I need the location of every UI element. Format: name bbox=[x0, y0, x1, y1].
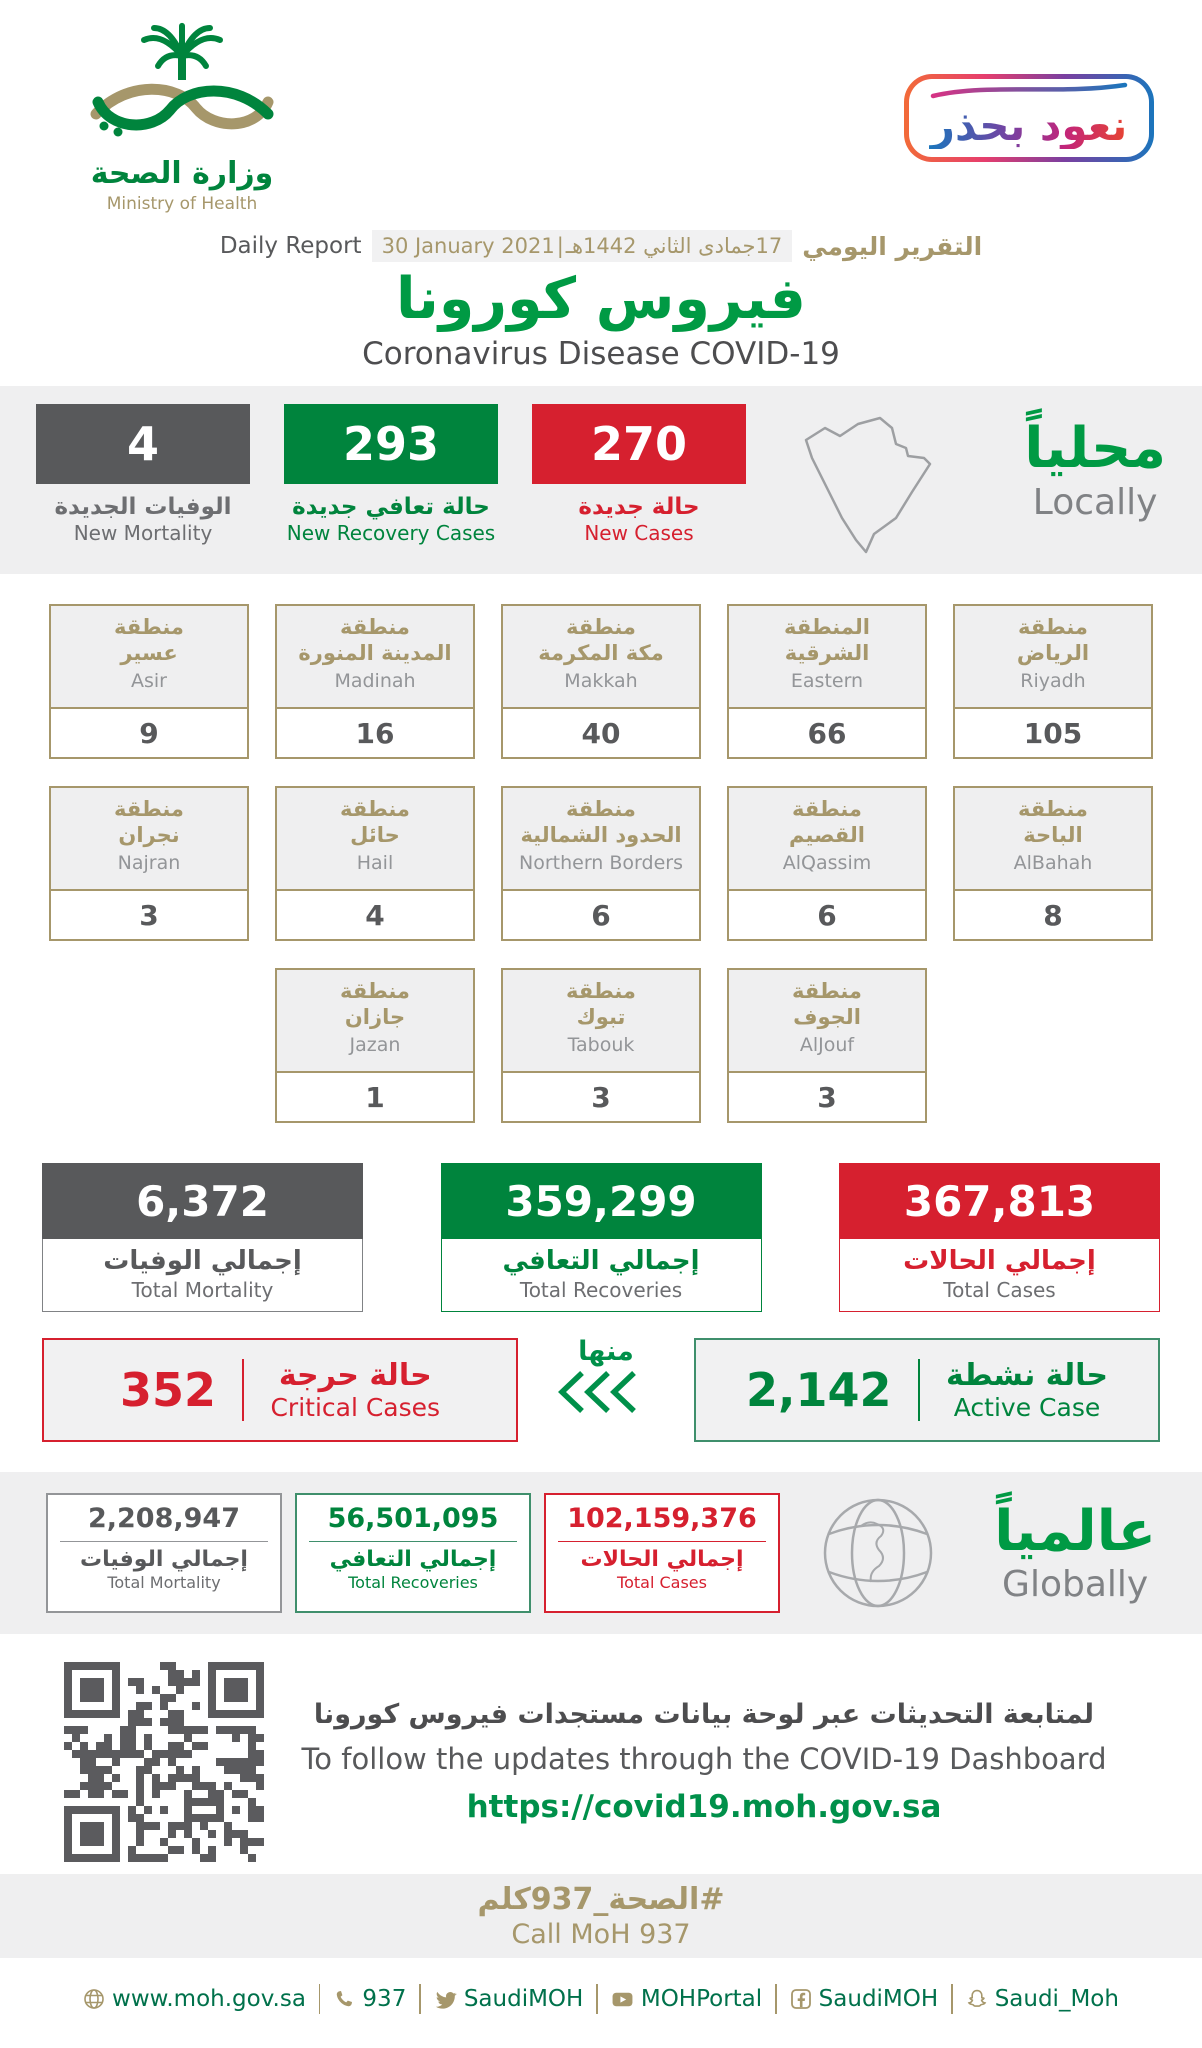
new-recovery-value: 293 bbox=[284, 404, 498, 484]
footer-separator bbox=[596, 1984, 598, 2014]
left-chevrons-icon bbox=[554, 1369, 658, 1415]
region-prefix-ar: المنطقة bbox=[783, 615, 871, 639]
global-recoveries-box bbox=[295, 1493, 531, 1613]
globe-icon bbox=[83, 1988, 105, 2010]
region-name-ar: الحدود الشمالية bbox=[520, 823, 682, 848]
daily-report-label-en: Daily Report bbox=[219, 233, 362, 259]
global-cases-value: 102,159,376 bbox=[558, 1503, 767, 1542]
region-name-en: Madinah bbox=[334, 669, 416, 692]
region-card-jazan bbox=[275, 968, 475, 1123]
region-prefix-ar: منطقة bbox=[340, 979, 410, 1003]
active-cases-label-ar: حالة نشطة bbox=[946, 1358, 1108, 1393]
global-mortality-label-en: Total Mortality bbox=[107, 1573, 221, 1592]
new-cases-stat bbox=[532, 404, 746, 545]
region-prefix-ar: منطقة bbox=[340, 615, 410, 639]
call-moh-en: Call MoH 937 bbox=[511, 1919, 691, 1950]
region-row-3 bbox=[0, 968, 1202, 1123]
region-value: 6 bbox=[817, 898, 837, 932]
region-name-ar: الشرقية bbox=[784, 641, 870, 666]
region-name-en: Riyadh bbox=[1020, 669, 1086, 692]
region-name-en: AlJouf bbox=[799, 1033, 855, 1056]
footer-phone-label: 937 bbox=[362, 1986, 407, 2012]
critical-cases-value: 352 bbox=[119, 1363, 216, 1417]
total-cases-label-en: Total Cases bbox=[943, 1278, 1056, 1302]
critical-cases-label-ar: حالة حرجة bbox=[278, 1358, 432, 1393]
report-date-separator: | bbox=[556, 234, 564, 258]
global-cases-label-en: Total Cases bbox=[617, 1573, 707, 1592]
total-mortality-label-ar: إجمالي الوفيات bbox=[103, 1246, 302, 1276]
region-value: 16 bbox=[355, 716, 395, 750]
dashboard-url-link[interactable]: https://covid19.moh.gov.sa bbox=[466, 1789, 942, 1825]
region-card-najran bbox=[49, 786, 249, 941]
region-name-ar: حائل bbox=[350, 823, 400, 848]
locally-section bbox=[0, 386, 1202, 574]
total-mortality-box bbox=[42, 1163, 363, 1312]
of-which-indicator bbox=[554, 1336, 658, 1419]
report-date-hijri: 17جمادى الثاني 1442هـ bbox=[565, 234, 783, 258]
region-name-en: Eastern bbox=[790, 669, 864, 692]
locally-heading-en: Locally bbox=[1032, 481, 1158, 523]
global-recoveries-label-en: Total Recoveries bbox=[348, 1573, 478, 1592]
region-card-alqassim bbox=[727, 786, 927, 941]
totals-row bbox=[0, 1163, 1202, 1312]
footer-twitter-label: SaudiMOH bbox=[463, 1986, 584, 2012]
global-mortality-label-ar: إجمالي الوفيات bbox=[80, 1547, 248, 1572]
saudi-arabia-map-icon bbox=[780, 406, 952, 566]
region-value: 3 bbox=[817, 1080, 837, 1114]
region-name-en: Hail bbox=[356, 851, 394, 874]
header bbox=[0, 0, 1202, 212]
region-name-ar: الرياض bbox=[1016, 641, 1090, 666]
footer-website[interactable] bbox=[83, 1986, 306, 2012]
region-value: 3 bbox=[139, 898, 159, 932]
new-mortality-label-en: New Mortality bbox=[73, 521, 213, 545]
active-cases-box bbox=[694, 1338, 1160, 1442]
region-card-asir bbox=[49, 604, 249, 759]
critical-active-row bbox=[0, 1335, 1202, 1442]
total-recoveries-label-ar: إجمالي التعافي bbox=[502, 1246, 700, 1276]
footer-phone[interactable] bbox=[333, 1986, 406, 2012]
region-value: 6 bbox=[591, 898, 611, 932]
region-value: 40 bbox=[581, 716, 621, 750]
facebook-icon bbox=[790, 1988, 812, 2010]
region-name-ar: القصيم bbox=[789, 823, 865, 848]
region-card-makkah bbox=[501, 604, 701, 759]
new-cases-value: 270 bbox=[532, 404, 746, 484]
region-card-northern-borders bbox=[501, 786, 701, 941]
region-value: 9 bbox=[139, 716, 159, 750]
globally-section bbox=[0, 1472, 1202, 1634]
region-name-en: Tabouk bbox=[567, 1033, 635, 1056]
total-cases-value: 367,813 bbox=[839, 1163, 1160, 1239]
footer-snapchat-label: Saudi_Moh bbox=[994, 1986, 1119, 2012]
dashboard-section bbox=[0, 1662, 1202, 1862]
region-card-albahah bbox=[953, 786, 1153, 941]
call-word-ar: كلم bbox=[477, 1882, 531, 1917]
region-prefix-ar: منطقة bbox=[340, 797, 410, 821]
region-name-ar: تبوك bbox=[576, 1005, 626, 1030]
footer-website-label: www.moh.gov.sa bbox=[112, 1986, 306, 2012]
region-card-aljouf bbox=[727, 968, 927, 1123]
footer-facebook[interactable] bbox=[790, 1986, 939, 2012]
dashboard-note-en: To follow the updates through the COVID-19 Dashboard bbox=[301, 1742, 1107, 1776]
region-card-madinah bbox=[275, 604, 475, 759]
region-prefix-ar: منطقة bbox=[792, 979, 862, 1003]
region-name-ar: عسير bbox=[120, 641, 178, 666]
global-recoveries-value: 56,501,095 bbox=[309, 1503, 518, 1542]
divider bbox=[918, 1359, 921, 1421]
total-cases-box bbox=[839, 1163, 1160, 1312]
region-prefix-ar: منطقة bbox=[1018, 615, 1088, 639]
call-hashtag-ar bbox=[478, 1882, 725, 1917]
globally-heading-en: Globally bbox=[1002, 1564, 1149, 1606]
region-prefix-ar: منطقة bbox=[792, 797, 862, 821]
locally-heading bbox=[1024, 418, 1166, 523]
region-value: 3 bbox=[591, 1080, 611, 1114]
regions-grid bbox=[0, 604, 1202, 1123]
twitter-icon bbox=[434, 1988, 457, 2011]
dashboard-note-ar: لمتابعة التحديثات عبر لوحة بيانات مستجدات فيروس كورونا bbox=[313, 1699, 1095, 1730]
of-which-label-ar: منها bbox=[578, 1335, 634, 1367]
global-recoveries-label-ar: إجمالي التعافي bbox=[329, 1547, 497, 1572]
total-mortality-label-en: Total Mortality bbox=[131, 1278, 274, 1302]
total-recoveries-value: 359,299 bbox=[441, 1163, 762, 1239]
critical-cases-box bbox=[42, 1338, 518, 1442]
region-name-en: Northern Borders bbox=[519, 851, 683, 874]
total-recoveries-box bbox=[441, 1163, 762, 1312]
global-cases-box bbox=[544, 1493, 780, 1613]
new-mortality-stat bbox=[36, 404, 250, 545]
footer-separator bbox=[951, 1984, 953, 2014]
region-name-ar: المدينة المنورة bbox=[298, 641, 452, 666]
globe-icon bbox=[821, 1496, 935, 1610]
footer-twitter[interactable] bbox=[434, 1986, 584, 2012]
new-cases-label-ar: حالة جديدة bbox=[578, 494, 700, 520]
footer-separator bbox=[775, 1984, 777, 2014]
region-card-hail bbox=[275, 786, 475, 941]
region-prefix-ar: منطقة bbox=[566, 615, 636, 639]
youtube-icon bbox=[611, 1988, 634, 2011]
region-name-en: Jazan bbox=[349, 1033, 401, 1056]
total-mortality-value: 6,372 bbox=[42, 1163, 363, 1239]
global-cases-label-ar: إجمالي الحالات bbox=[580, 1547, 744, 1572]
region-prefix-ar: منطقة bbox=[114, 615, 184, 639]
region-name-ar: مكة المكرمة bbox=[538, 641, 664, 666]
new-mortality-value: 4 bbox=[36, 404, 250, 484]
page-title-en: Coronavirus Disease COVID-19 bbox=[362, 336, 840, 372]
logo-english-name: Ministry of Health bbox=[106, 194, 258, 214]
region-name-en: AlBahah bbox=[1013, 851, 1093, 874]
divider bbox=[242, 1359, 245, 1421]
region-card-eastern bbox=[727, 604, 927, 759]
badge-swoosh-icon bbox=[929, 81, 1129, 99]
region-value: 1 bbox=[365, 1080, 385, 1114]
global-mortality-box bbox=[46, 1493, 282, 1613]
return-with-caution-badge bbox=[904, 74, 1154, 162]
region-row-1 bbox=[0, 604, 1202, 759]
region-prefix-ar: منطقة bbox=[566, 979, 636, 1003]
footer-youtube-label: MOHPortal bbox=[640, 1986, 763, 2012]
global-mortality-value: 2,208,947 bbox=[60, 1503, 269, 1542]
total-recoveries-label-en: Total Recoveries bbox=[519, 1278, 683, 1302]
report-line bbox=[0, 230, 1202, 262]
region-name-ar: جازان bbox=[344, 1005, 406, 1030]
region-name-en: Asir bbox=[131, 669, 167, 692]
globally-heading-ar: عالمياً bbox=[994, 1498, 1156, 1564]
footer-separator bbox=[319, 1984, 321, 2014]
badge-text: نعود بحذر bbox=[930, 101, 1128, 150]
new-recovery-stat bbox=[284, 404, 498, 545]
footer-separator bbox=[419, 1984, 421, 2014]
region-prefix-ar: منطقة bbox=[1018, 797, 1088, 821]
qr-code bbox=[64, 1662, 264, 1862]
footer bbox=[0, 1984, 1202, 2014]
region-name-ar: الباحة bbox=[1023, 823, 1083, 848]
region-value: 66 bbox=[807, 716, 847, 750]
footer-facebook-label: SaudiMOH bbox=[818, 1986, 939, 2012]
new-cases-label-en: New Cases bbox=[584, 521, 694, 545]
critical-cases-label-en: Critical Cases bbox=[270, 1393, 441, 1422]
total-cases-label-ar: إجمالي الحالات bbox=[903, 1246, 1096, 1276]
new-recovery-label-ar: حالة تعافي جديدة bbox=[292, 494, 490, 520]
region-value: 4 bbox=[365, 898, 385, 932]
report-date-gregorian: 30 January 2021 bbox=[381, 234, 555, 258]
active-cases-value: 2,142 bbox=[745, 1363, 892, 1417]
moh-logo-icon bbox=[66, 22, 298, 150]
region-card-tabouk bbox=[501, 968, 701, 1123]
region-name-ar: الجوف bbox=[793, 1005, 861, 1030]
call-moh-section bbox=[0, 1874, 1202, 1958]
globally-heading bbox=[994, 1498, 1156, 1606]
region-value: 105 bbox=[1023, 716, 1083, 750]
region-name-en: Najran bbox=[117, 851, 181, 874]
active-cases-label-en: Active Case bbox=[953, 1393, 1101, 1422]
report-date bbox=[372, 230, 793, 262]
call-tag-ar: #الصحة_937 bbox=[530, 1882, 725, 1917]
footer-youtube[interactable] bbox=[611, 1986, 762, 2012]
region-name-ar: نجران bbox=[118, 823, 180, 848]
phone-icon bbox=[333, 1988, 355, 2010]
region-name-en: AlQassim bbox=[782, 851, 872, 874]
region-prefix-ar: منطقة bbox=[566, 797, 636, 821]
page-title-ar: فيروس كورونا bbox=[396, 266, 806, 332]
locally-heading-ar: محلياً bbox=[1024, 416, 1166, 481]
region-value: 8 bbox=[1043, 898, 1063, 932]
new-mortality-label-ar: الوفيات الجديدة bbox=[54, 494, 232, 520]
region-name-en: Makkah bbox=[564, 669, 638, 692]
daily-report-label-ar: التقرير اليومي bbox=[802, 231, 983, 261]
new-recovery-label-en: New Recovery Cases bbox=[286, 521, 496, 545]
region-card-riyadh bbox=[953, 604, 1153, 759]
snapchat-icon bbox=[966, 1988, 988, 2010]
footer-snapchat[interactable] bbox=[966, 1986, 1119, 2012]
region-prefix-ar: منطقة bbox=[114, 797, 184, 821]
logo-arabic-name: وزارة الصحة bbox=[90, 156, 274, 191]
region-row-2 bbox=[0, 786, 1202, 941]
moh-logo bbox=[52, 22, 312, 214]
